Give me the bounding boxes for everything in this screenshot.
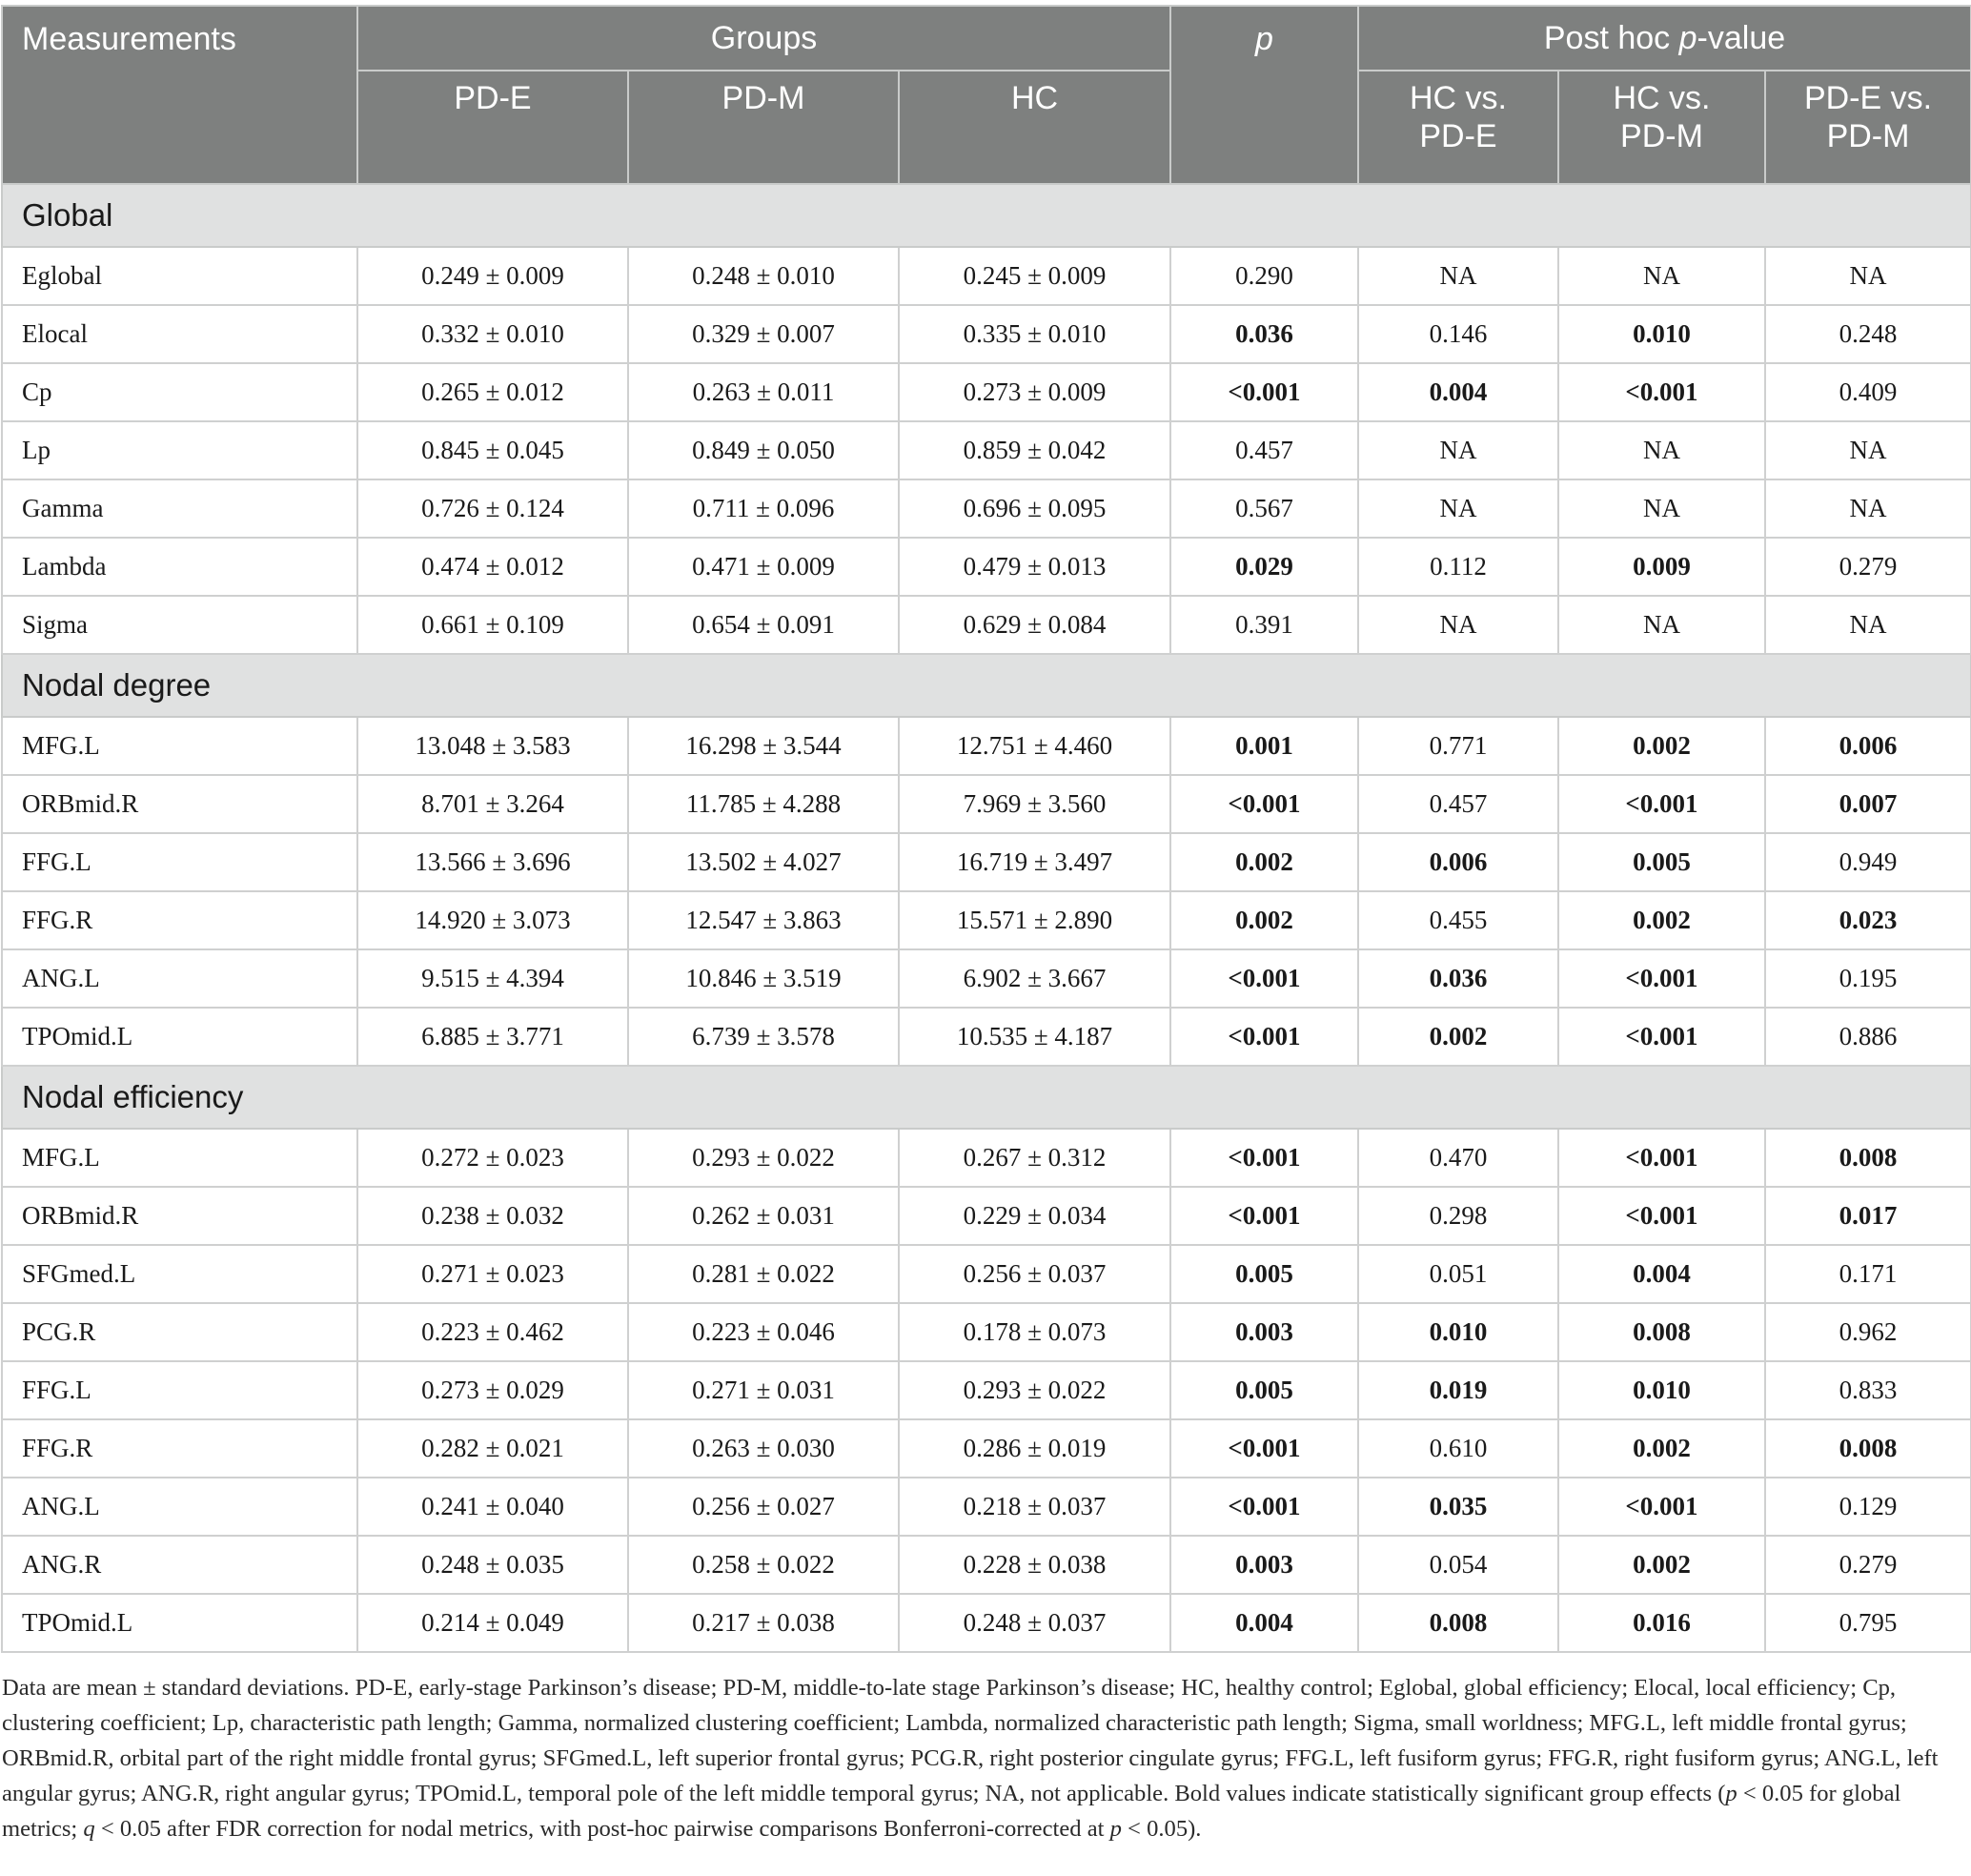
- row-label: FFG.R: [2, 891, 357, 949]
- header-posthoc-prefix: Post hoc: [1543, 20, 1679, 56]
- table-cell: 0.771: [1358, 717, 1558, 775]
- header-hc-vs-pd-e-line2: PD-E: [1419, 118, 1497, 154]
- row-label: Gamma: [2, 479, 357, 538]
- table-cell: 0.178 ± 0.073: [899, 1303, 1170, 1361]
- table-cell: <0.001: [1170, 949, 1358, 1008]
- table-row: [2, 305, 1971, 363]
- table-cell: 0.002: [1558, 891, 1765, 949]
- table-cell: 10.535 ± 4.187: [899, 1008, 1170, 1066]
- table-cell: 0.273 ± 0.009: [899, 363, 1170, 421]
- table-cell: 16.719 ± 3.497: [899, 833, 1170, 891]
- table-cell: NA: [1558, 421, 1765, 479]
- row-label: ORBmid.R: [2, 1187, 357, 1245]
- table-cell: NA: [1558, 596, 1765, 654]
- table-cell: 0.223 ± 0.462: [357, 1303, 628, 1361]
- table-cell: 0.023: [1765, 891, 1971, 949]
- table-cell: <0.001: [1558, 1478, 1765, 1536]
- section-title: Global: [2, 184, 1971, 247]
- table-header: [2, 6, 1971, 184]
- table-cell: 16.298 ± 3.544: [628, 717, 899, 775]
- table-cell: 0.271 ± 0.023: [357, 1245, 628, 1303]
- table-cell: <0.001: [1558, 1129, 1765, 1187]
- table-cell: 0.010: [1558, 305, 1765, 363]
- row-label: PCG.R: [2, 1303, 357, 1361]
- row-label: TPOmid.L: [2, 1594, 357, 1652]
- table-cell: 8.701 ± 3.264: [357, 775, 628, 833]
- table-cell: <0.001: [1558, 1008, 1765, 1066]
- table-cell: 0.696 ± 0.095: [899, 479, 1170, 538]
- table-cell: 0.036: [1170, 305, 1358, 363]
- table-cell: 0.002: [1558, 717, 1765, 775]
- table-cell: <0.001: [1170, 363, 1358, 421]
- table-row: [2, 1478, 1971, 1536]
- table-row: [2, 1129, 1971, 1187]
- table-cell: 0.248 ± 0.037: [899, 1594, 1170, 1652]
- table-cell: 0.228 ± 0.038: [899, 1536, 1170, 1594]
- table-row: [2, 1303, 1971, 1361]
- section-header-row: [2, 184, 1971, 247]
- table-cell: 0.245 ± 0.009: [899, 247, 1170, 305]
- table-cell: 0.238 ± 0.032: [357, 1187, 628, 1245]
- table-cell: 0.298: [1358, 1187, 1558, 1245]
- table-cell: NA: [1765, 421, 1971, 479]
- table-cell: 0.271 ± 0.031: [628, 1361, 899, 1419]
- header-hc-vs-pd-e-line1: HC vs.: [1410, 80, 1507, 116]
- row-label: TPOmid.L: [2, 1008, 357, 1066]
- header-posthoc-suffix: -value: [1697, 20, 1786, 56]
- table-cell: 0.474 ± 0.012: [357, 538, 628, 596]
- header-group-pd-e: PD-E: [357, 71, 628, 184]
- table-cell: 0.008: [1358, 1594, 1558, 1652]
- header-pd-e-vs-pd-m: [1765, 71, 1971, 184]
- table-cell: 0.272 ± 0.023: [357, 1129, 628, 1187]
- table-cell: 0.007: [1765, 775, 1971, 833]
- row-label: Sigma: [2, 596, 357, 654]
- header-hc-vs-pd-m-line2: PD-M: [1620, 118, 1703, 154]
- row-label: ANG.L: [2, 1478, 357, 1536]
- section-title: Nodal degree: [2, 654, 1971, 717]
- table-row: [2, 1361, 1971, 1419]
- row-label: Elocal: [2, 305, 357, 363]
- row-label: SFGmed.L: [2, 1245, 357, 1303]
- table-cell: 0.470: [1358, 1129, 1558, 1187]
- row-label: Cp: [2, 363, 357, 421]
- footnote-text-1: Data are mean ± standard deviations. PD-E, early-stage Parkinson’s disease; PD-M, middle-to-late stage Parkinson’s disease; HC, healthy control; Eglobal, global efficiency; Elocal, local efficiency; Cp, clustering coefficient; Lp, characteristic path length; Gamma, normalized clustering coefficient; Lambda, normalized characteristic path length; Sigma, small worldness; MFG.L, left middle frontal gyrus; ORBmid.R, orbital part of the right middle frontal gyrus; SFGmed.L, left superior frontal gyrus; PCG.R, right posterior cingulate gyrus; FFG.L, left fusiform gyrus; FFG.R, right fusiform gyrus; ANG.L, left angular gyrus; ANG.R, right angular gyrus; TPOmid.L, temporal pole of the left middle temporal gyrus; NA, not applicable. Bold values indicate statistically significant group effects (: [2, 1675, 1939, 1806]
- table-cell: 0.329 ± 0.007: [628, 305, 899, 363]
- footnote-italic-p1: p: [1725, 1781, 1737, 1806]
- table-cell: NA: [1765, 596, 1971, 654]
- table-cell: 0.849 ± 0.050: [628, 421, 899, 479]
- table-cell: 0.629 ± 0.084: [899, 596, 1170, 654]
- header-hc-vs-pd-m-line1: HC vs.: [1613, 80, 1711, 116]
- table-row: [2, 891, 1971, 949]
- row-label: FFG.R: [2, 1419, 357, 1478]
- table-cell: 0.005: [1170, 1245, 1358, 1303]
- table-cell: 0.217 ± 0.038: [628, 1594, 899, 1652]
- header-posthoc-italic: p: [1678, 20, 1697, 56]
- table-cell: 0.262 ± 0.031: [628, 1187, 899, 1245]
- table-cell: 0.610: [1358, 1419, 1558, 1478]
- table-cell: 0.282 ± 0.021: [357, 1419, 628, 1478]
- table-row: [2, 1008, 1971, 1066]
- table-row: [2, 421, 1971, 479]
- table-cell: <0.001: [1558, 949, 1765, 1008]
- table-row: [2, 833, 1971, 891]
- table-cell: 0.293 ± 0.022: [628, 1129, 899, 1187]
- table-cell: <0.001: [1170, 1129, 1358, 1187]
- table-cell: 0.112: [1358, 538, 1558, 596]
- table-cell: 0.859 ± 0.042: [899, 421, 1170, 479]
- table-cell: 0.248 ± 0.010: [628, 247, 899, 305]
- table-cell: 0.010: [1558, 1361, 1765, 1419]
- table-cell: 0.002: [1558, 1536, 1765, 1594]
- table-cell: 0.281 ± 0.022: [628, 1245, 899, 1303]
- header-hc-vs-pd-e: [1358, 71, 1558, 184]
- table-cell: 0.409: [1765, 363, 1971, 421]
- table-cell: 0.171: [1765, 1245, 1971, 1303]
- table-cell: 0.002: [1170, 833, 1358, 891]
- table-cell: 0.008: [1765, 1129, 1971, 1187]
- results-table: [1, 5, 1971, 1653]
- table-cell: 0.256 ± 0.037: [899, 1245, 1170, 1303]
- table-cell: 0.017: [1765, 1187, 1971, 1245]
- header-posthoc: [1358, 6, 1971, 71]
- table-cell: 6.902 ± 3.667: [899, 949, 1170, 1008]
- table-cell: 0.273 ± 0.029: [357, 1361, 628, 1419]
- table-cell: 0.332 ± 0.010: [357, 305, 628, 363]
- table-cell: 0.962: [1765, 1303, 1971, 1361]
- row-label: Lp: [2, 421, 357, 479]
- table-cell: 0.004: [1358, 363, 1558, 421]
- table-row: [2, 949, 1971, 1008]
- header-measurements: Measurements: [2, 6, 357, 184]
- footnote-italic-q: q: [83, 1816, 95, 1842]
- table-cell: 0.218 ± 0.037: [899, 1478, 1170, 1536]
- table-cell: NA: [1358, 421, 1558, 479]
- table-cell: 0.036: [1358, 949, 1558, 1008]
- table-cell: 0.010: [1358, 1303, 1558, 1361]
- table-cell: 0.009: [1558, 538, 1765, 596]
- table-cell: NA: [1358, 479, 1558, 538]
- table-cell: 0.949: [1765, 833, 1971, 891]
- table-cell: 6.885 ± 3.771: [357, 1008, 628, 1066]
- table-cell: 13.566 ± 3.696: [357, 833, 628, 891]
- table-cell: 0.290: [1170, 247, 1358, 305]
- table-cell: 0.795: [1765, 1594, 1971, 1652]
- footnote-text-3: < 0.05 after FDR correction for nodal metrics, with post-hoc pairwise comparisons Bonferroni-corrected at: [94, 1816, 1110, 1842]
- table-cell: <0.001: [1170, 1478, 1358, 1536]
- section-header-row: [2, 654, 1971, 717]
- table-cell: 0.019: [1358, 1361, 1558, 1419]
- table-cell: NA: [1765, 479, 1971, 538]
- table-cell: <0.001: [1558, 775, 1765, 833]
- table-cell: 0.567: [1170, 479, 1358, 538]
- table-cell: 0.335 ± 0.010: [899, 305, 1170, 363]
- table-cell: 0.263 ± 0.030: [628, 1419, 899, 1478]
- table-cell: 0.479 ± 0.013: [899, 538, 1170, 596]
- row-label: ANG.R: [2, 1536, 357, 1594]
- table-cell: NA: [1765, 247, 1971, 305]
- row-label: FFG.L: [2, 833, 357, 891]
- table-cell: 0.391: [1170, 596, 1358, 654]
- table-cell: 10.846 ± 3.519: [628, 949, 899, 1008]
- table-cell: 12.547 ± 3.863: [628, 891, 899, 949]
- table-footnote: [2, 1670, 1967, 1846]
- table-cell: 9.515 ± 4.394: [357, 949, 628, 1008]
- table-cell: <0.001: [1170, 1008, 1358, 1066]
- table-cell: 0.654 ± 0.091: [628, 596, 899, 654]
- table-cell: 0.006: [1358, 833, 1558, 891]
- table-cell: 0.008: [1765, 1419, 1971, 1478]
- table-cell: 6.739 ± 3.578: [628, 1008, 899, 1066]
- table-row: [2, 1245, 1971, 1303]
- table-cell: 0.248 ± 0.035: [357, 1536, 628, 1594]
- table-cell: 15.571 ± 2.890: [899, 891, 1170, 949]
- table-cell: 0.016: [1558, 1594, 1765, 1652]
- table-cell: 0.256 ± 0.027: [628, 1478, 899, 1536]
- table-cell: 0.293 ± 0.022: [899, 1361, 1170, 1419]
- table-cell: 0.286 ± 0.019: [899, 1419, 1170, 1478]
- table-cell: 12.751 ± 4.460: [899, 717, 1170, 775]
- table-cell: 0.833: [1765, 1361, 1971, 1419]
- table-cell: 13.502 ± 4.027: [628, 833, 899, 891]
- table-cell: 0.051: [1358, 1245, 1558, 1303]
- table-cell: 0.002: [1558, 1419, 1765, 1478]
- table-row: [2, 247, 1971, 305]
- table-cell: NA: [1558, 479, 1765, 538]
- table-cell: 0.279: [1765, 538, 1971, 596]
- table-cell: NA: [1358, 596, 1558, 654]
- table-cell: 0.661 ± 0.109: [357, 596, 628, 654]
- table-cell: 0.265 ± 0.012: [357, 363, 628, 421]
- table-row: [2, 479, 1971, 538]
- table-cell: NA: [1358, 247, 1558, 305]
- table-cell: 0.003: [1170, 1303, 1358, 1361]
- table-cell: <0.001: [1170, 775, 1358, 833]
- table-row: [2, 363, 1971, 421]
- table-cell: <0.001: [1170, 1187, 1358, 1245]
- table-cell: <0.001: [1170, 1419, 1358, 1478]
- table-cell: 0.263 ± 0.011: [628, 363, 899, 421]
- row-label: Lambda: [2, 538, 357, 596]
- table-cell: 0.249 ± 0.009: [357, 247, 628, 305]
- row-label: ORBmid.R: [2, 775, 357, 833]
- row-label: ANG.L: [2, 949, 357, 1008]
- section-title: Nodal efficiency: [2, 1066, 1971, 1129]
- table-cell: 13.048 ± 3.583: [357, 717, 628, 775]
- table-cell: 0.008: [1558, 1303, 1765, 1361]
- table-cell: 0.002: [1358, 1008, 1558, 1066]
- row-label: Eglobal: [2, 247, 357, 305]
- table-row: [2, 775, 1971, 833]
- table-cell: 7.969 ± 3.560: [899, 775, 1170, 833]
- row-label: MFG.L: [2, 1129, 357, 1187]
- table-cell: 0.004: [1558, 1245, 1765, 1303]
- footnote-text-4: < 0.05).: [1121, 1816, 1202, 1842]
- table-cell: 0.214 ± 0.049: [357, 1594, 628, 1652]
- table-cell: 0.267 ± 0.312: [899, 1129, 1170, 1187]
- table-cell: 0.457: [1170, 421, 1358, 479]
- table-cell: 0.002: [1170, 891, 1358, 949]
- table-cell: 0.258 ± 0.022: [628, 1536, 899, 1594]
- table-row: [2, 1536, 1971, 1594]
- table-cell: 0.005: [1558, 833, 1765, 891]
- table-cell: 0.223 ± 0.046: [628, 1303, 899, 1361]
- table-row: [2, 1594, 1971, 1652]
- table-cell: 0.845 ± 0.045: [357, 421, 628, 479]
- table-cell: 0.001: [1170, 717, 1358, 775]
- table-cell: 0.455: [1358, 891, 1558, 949]
- table-cell: 0.471 ± 0.009: [628, 538, 899, 596]
- header-pd-e-vs-pd-m-line1: PD-E vs.: [1803, 80, 1933, 116]
- row-label: FFG.L: [2, 1361, 357, 1419]
- footnote-text-2: < 0.05 for global metrics;: [2, 1781, 1901, 1842]
- table-cell: 0.006: [1765, 717, 1971, 775]
- header-p: p: [1170, 6, 1358, 184]
- table-row: [2, 596, 1971, 654]
- table-cell: 0.711 ± 0.096: [628, 479, 899, 538]
- table-cell: 0.005: [1170, 1361, 1358, 1419]
- table-cell: 0.003: [1170, 1536, 1358, 1594]
- table-cell: 0.457: [1358, 775, 1558, 833]
- table-cell: 0.726 ± 0.124: [357, 479, 628, 538]
- table-cell: 0.004: [1170, 1594, 1358, 1652]
- table-body: [2, 184, 1971, 1652]
- table-cell: 0.241 ± 0.040: [357, 1478, 628, 1536]
- section-header-row: [2, 1066, 1971, 1129]
- table-cell: 14.920 ± 3.073: [357, 891, 628, 949]
- table-row: [2, 1187, 1971, 1245]
- table-cell: 0.054: [1358, 1536, 1558, 1594]
- header-group-pd-m: PD-M: [628, 71, 899, 184]
- table-cell: 0.248: [1765, 305, 1971, 363]
- header-groups: Groups: [357, 6, 1170, 71]
- table-cell: 0.146: [1358, 305, 1558, 363]
- table-cell: 0.195: [1765, 949, 1971, 1008]
- table-cell: 0.029: [1170, 538, 1358, 596]
- table-row: [2, 1419, 1971, 1478]
- header-pd-e-vs-pd-m-line2: PD-M: [1826, 118, 1910, 154]
- table-cell: 11.785 ± 4.288: [628, 775, 899, 833]
- table-cell: 0.129: [1765, 1478, 1971, 1536]
- table-row: [2, 538, 1971, 596]
- row-label: MFG.L: [2, 717, 357, 775]
- header-group-hc: HC: [899, 71, 1170, 184]
- footnote-italic-p2: p: [1109, 1816, 1122, 1842]
- table-cell: 0.035: [1358, 1478, 1558, 1536]
- table-row: [2, 717, 1971, 775]
- table-cell: <0.001: [1558, 363, 1765, 421]
- table-cell: 0.229 ± 0.034: [899, 1187, 1170, 1245]
- table-cell: <0.001: [1558, 1187, 1765, 1245]
- table-cell: 0.886: [1765, 1008, 1971, 1066]
- table-cell: NA: [1558, 247, 1765, 305]
- header-hc-vs-pd-m: [1558, 71, 1765, 184]
- table-cell: 0.279: [1765, 1536, 1971, 1594]
